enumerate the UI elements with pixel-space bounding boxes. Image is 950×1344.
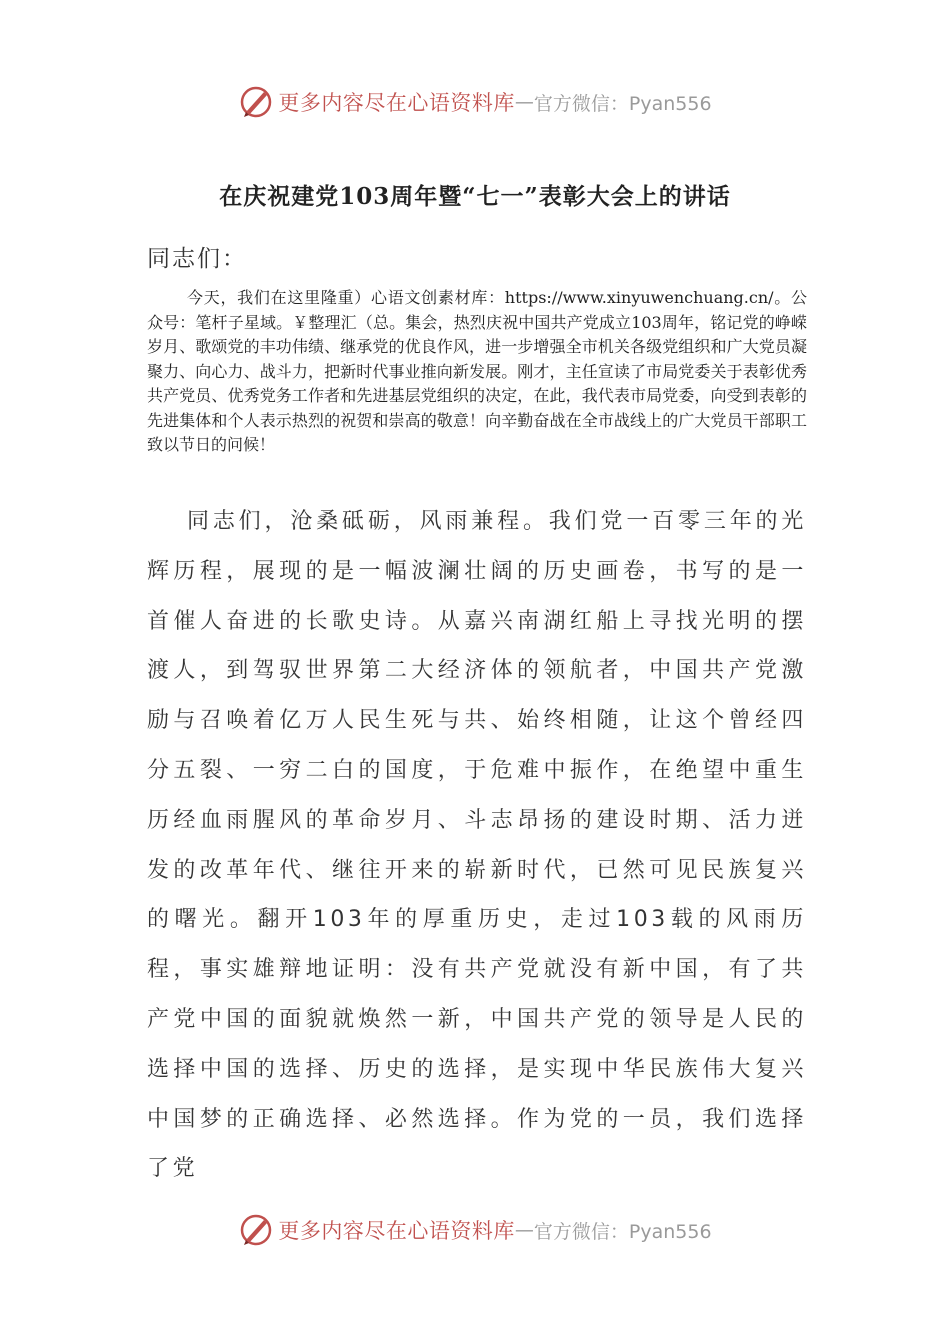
pen-logo-icon <box>238 84 274 120</box>
pen-logo-icon <box>238 1212 274 1248</box>
banner-wechat-text: 官方微信：Pyan556 <box>533 92 712 115</box>
banner-dash: — <box>514 1219 534 1241</box>
banner-site-text: 更多内容尽在心语资料库 <box>278 1219 515 1243</box>
footer-watermark-banner <box>0 1210 950 1250</box>
header-watermark-banner <box>0 82 950 122</box>
salutation: 同志们： <box>147 246 247 272</box>
banner-site-text: 更多内容尽在心语资料库 <box>278 91 515 115</box>
intro-paragraph: 今天，我们在这里隆重）心语文创素材库：https://www.xinyuwenchuang.cn/。公众号：笔杆子星域。￥整理汇（总。集会，热烈庆祝中国共产党成立103周年，铭记党的峥嵘岁月、歌颂党的丰功伟绩、继承党的优良作风，进一步增强全市机关各级党组织和广大党员凝聚力、向心力、战斗力，把新时代事业推向新发展。刚才，主任宣读了市局党委关于表彰优秀共产党员、优秀党务工作者和先进基层党组织的决定，在此，我代表市局党委，向受到表彰的先进集体和个人表示热烈的祝贺和崇高的敬意！向辛勤奋战在全市战线上的广大党员干部职工致以节日的问候！ <box>147 288 807 454</box>
banner-dash: — <box>514 91 534 113</box>
banner-wechat-text: 官方微信：Pyan556 <box>533 1220 712 1243</box>
body-paragraph: 同志们，沧桑砥砺，风雨兼程。我们党一百零三年的光辉历程，展现的是一幅波澜壮阔的历史画卷，书写的是一首催人奋进的长歌史诗。从嘉兴南湖红船上寻找光明的摆渡人，到驾驭世界第二大经济体的领航者，中国共产党激励与召唤着亿万人民生死与共、始终相随，让这个曾经四分五裂、一穷二白的国度，于危难中振作，在绝望中重生历经血雨腥风的革命岁月、斗志昂扬的建设时期、活力迸发的改革年代、继往开来的崭新时代，已然可见民族复兴的曙光。翻开103年的厚重历史，走过103载的风雨历程，事实雄辩地证明：没有共产党就没有新中国，有了共产党中国的面貌就焕然一新，中国共产党的领导是人民的选择中国的选择、历史的选择，是实现中华民族伟大复兴中国梦的正确选择、必然选择。作为党的一员，我们选择了党 <box>147 509 807 1182</box>
document-title: 在庆祝建党103周年暨“七一”表彰大会上的讲话 <box>219 183 731 210</box>
